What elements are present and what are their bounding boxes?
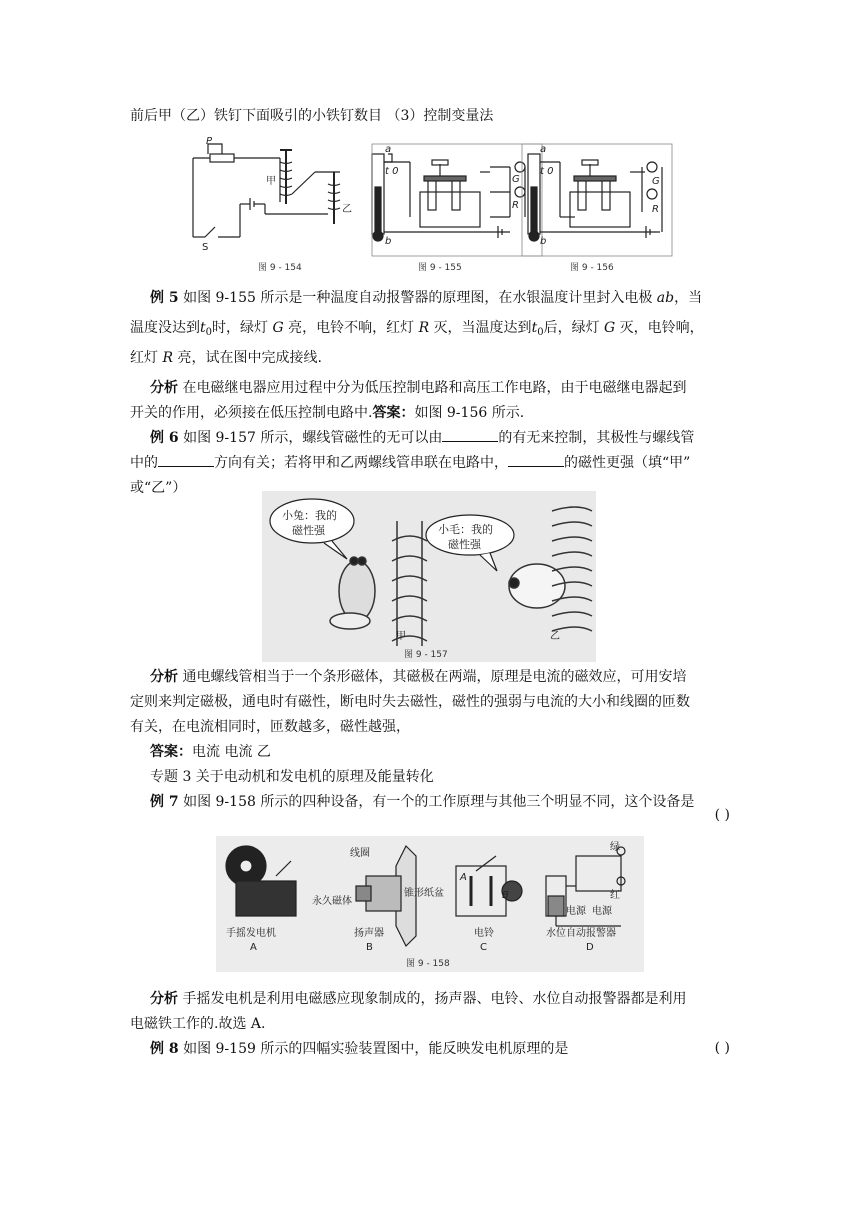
label-r: R bbox=[652, 204, 659, 215]
label-g: G bbox=[652, 176, 660, 187]
answer-blank bbox=[158, 454, 214, 467]
example-5-line-1: 例 5 如图 9-155 所示是一种温度自动报警器的原理图，在水银温度计里封入电极 ab，当 bbox=[150, 290, 703, 306]
answer-parentheses: ( ) bbox=[714, 1040, 730, 1056]
device-a-letter: A bbox=[250, 942, 257, 953]
device-b-name: 扬声器 bbox=[354, 928, 384, 939]
label-b: B bbox=[502, 890, 509, 901]
label-cone: 锥形纸盆 bbox=[404, 888, 444, 899]
solenoid-cartoon-svg bbox=[262, 491, 596, 662]
label-red: 红 bbox=[610, 890, 620, 901]
label-t0: t 0 bbox=[385, 166, 399, 177]
example-5-line-2: 温度没达到$t_0$时，绿灯 G 亮，电铃不响，红灯 R 灭，当温度达到$t_0$后，绿灯 G 灭，电铃响， bbox=[130, 320, 704, 338]
label-coil: 线圈 bbox=[350, 848, 370, 859]
device-c-letter: C bbox=[480, 942, 487, 953]
figure-caption: 图 9 - 156 bbox=[570, 263, 614, 273]
label-magnet: 永久磁体 bbox=[312, 896, 352, 907]
example-8-line-1: 例 8 如图 9-159 所示的四幅实验装置图中，能反映发电机原理的是 bbox=[150, 1041, 569, 1057]
answer-blank bbox=[508, 454, 564, 467]
circuit-figures bbox=[180, 132, 680, 274]
figure-caption: 图 9 - 157 bbox=[404, 650, 448, 660]
topic-heading: 专题 3 关于电动机和发电机的原理及能量转化 bbox=[150, 769, 434, 785]
analysis-5-line-1: 分析 在电磁继电器应用过程中分为低压控制电路和高压工作电路，由于电磁继电器起到 bbox=[150, 380, 687, 396]
analysis-6-line-2: 定则来判定磁极，通电时有磁性，断电时失去磁性，磁性的强弱与电流的大小和线圈的匝数 bbox=[130, 694, 690, 710]
figure-caption: 图 9 - 155 bbox=[418, 263, 462, 273]
device-d-letter: D bbox=[586, 942, 594, 953]
answer-blank bbox=[442, 429, 498, 442]
circuit-diagrams-svg bbox=[180, 132, 680, 274]
example-6-line-2: 中的 方向有关；若将甲和乙两螺线管串联在电路中， 的磁性更强（填“甲” bbox=[130, 455, 691, 471]
label-t0: t 0 bbox=[540, 166, 554, 177]
analysis-6-line-1: 分析 通电螺线管相当于一个条形磁体，其磁极在两端，原理是电流的磁效应，可用安培 bbox=[150, 669, 687, 685]
text-line: 前后甲（乙）铁钉下面吸引的小铁钉数目 （3）控制变量法 bbox=[130, 108, 494, 124]
label-a: A bbox=[460, 872, 467, 883]
label-a: a bbox=[540, 144, 547, 155]
example-7-line-1: 例 7 如图 9-158 所示的四种设备，有一个的工作原理与其他三个明显不同，这个设备是 bbox=[150, 794, 695, 810]
label-r: R bbox=[512, 200, 519, 211]
device-c-name: 电铃 bbox=[474, 928, 494, 939]
analysis-7-line-2: 电磁铁工作的.故选 A. bbox=[130, 1016, 266, 1032]
label-b: b bbox=[385, 236, 392, 247]
analysis-6-line-3: 有关，在电流相同时，匝数越多，磁性越强， bbox=[130, 719, 410, 735]
bubble-text: 磁性强 bbox=[292, 524, 325, 537]
device-a-name: 手摇发电机 bbox=[226, 928, 276, 939]
bubble-text: 小毛：我的 bbox=[438, 523, 493, 536]
label-green: 绿 bbox=[610, 842, 620, 853]
label-p: P bbox=[206, 136, 213, 147]
example-6-line-3: 或“乙”） bbox=[130, 480, 187, 496]
bubble-text: 磁性强 bbox=[448, 538, 481, 551]
label-power: 电源 bbox=[592, 906, 612, 917]
figure-9-158 bbox=[216, 836, 644, 972]
example-6-line-1: 例 6 如图 9-157 所示，螺线管磁性的无可以由 的有无来控制，其极性与螺线管 bbox=[150, 430, 695, 446]
label-yi: 乙 bbox=[342, 204, 352, 215]
devices-svg bbox=[216, 836, 644, 972]
bubble-text: 小兔：我的 bbox=[282, 509, 337, 522]
analysis-7-line-1: 分析 手摇发电机是利用电磁感应现象制成的，扬声器、电铃、水位自动报警器都是利用 bbox=[150, 991, 687, 1007]
figure-9-157 bbox=[262, 491, 596, 662]
label-b: b bbox=[540, 236, 547, 247]
answer-parentheses: ( ) bbox=[714, 807, 730, 823]
figure-caption: 图 9 - 158 bbox=[406, 959, 450, 969]
example-5-line-3: 红灯 R 亮，试在图中完成接线. bbox=[130, 350, 322, 366]
figure-caption: 图 9 - 154 bbox=[258, 263, 302, 273]
device-b-letter: B bbox=[366, 942, 373, 953]
label-jia: 甲 bbox=[396, 631, 406, 642]
label-power: 电源 bbox=[566, 906, 586, 917]
rheostat bbox=[210, 154, 234, 162]
answer-6: 答案：电流 电流 乙 bbox=[150, 744, 271, 760]
label-jia: 甲 bbox=[266, 176, 276, 187]
label-yi: 乙 bbox=[550, 631, 560, 642]
label-s: S bbox=[202, 242, 209, 253]
label-a: a bbox=[385, 144, 392, 155]
device-d-name: 水位自动报警器 bbox=[546, 928, 616, 939]
label-g: G bbox=[512, 174, 520, 185]
analysis-5-line-2: 开关的作用，必须接在低压控制电路中.答案：如图 9-156 所示. bbox=[130, 405, 525, 421]
